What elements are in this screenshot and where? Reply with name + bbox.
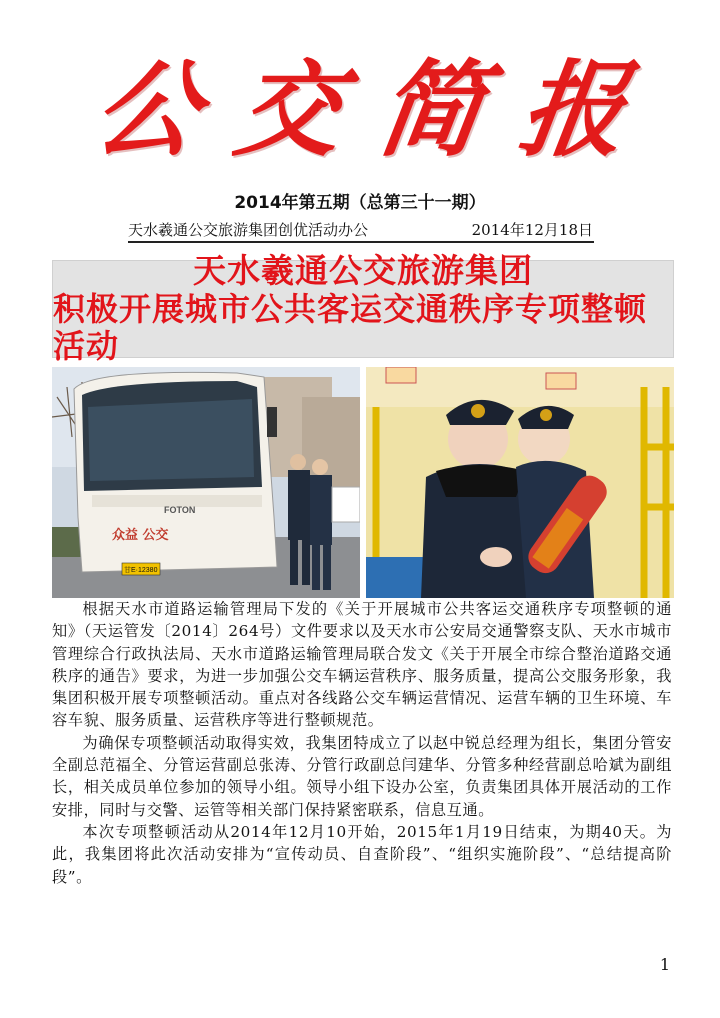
paragraph: 本次专项整顿活动从2014年12月10开始，2015年1月19日结束，为期40天。为此，我集团将此次活动安排为“宣传动员、自查阶段”、“组织实施阶段”、“总结提高阶段”。 bbox=[52, 822, 672, 886]
headline-line1: 天水羲通公交旅游集团 bbox=[193, 250, 533, 290]
publisher-row bbox=[128, 219, 593, 240]
bus-slogan-text: 众益 公交 bbox=[112, 528, 169, 543]
photo-extinguisher-check bbox=[366, 367, 674, 598]
masthead bbox=[0, 40, 720, 180]
article-body bbox=[52, 598, 672, 888]
issue-label: 2014年第五期（总第三十一期） bbox=[234, 193, 486, 213]
headline-line2: 积极开展城市公共客运交通秩序专项整顿活动 bbox=[53, 289, 648, 366]
headline-banner bbox=[52, 250, 674, 366]
bus-brand-text: FOTON bbox=[164, 505, 196, 515]
bus-plate-text: 甘E·12380 bbox=[124, 567, 158, 574]
masthead-title: 公交简报 bbox=[86, 48, 672, 171]
paragraph: 根据天水市道路运输管理局下发的《关于开展城市公共客运交通秩序专项整顿的通知》（天运管发〔2014〕264号）文件要求以及天水市公安局交通警察支队、天水市城市管理综合行政执法局、天水市道路运输管理局联合发文《关于开展全市综合整治道路交通秩序的通告》要求，为进一步加强公交车辆运营秩序、服务质量，提高公交服务形象，我集团积极开展专项整顿活动。重点对各线路公交车辆运营情况、运营车辆的卫生环境、车容车貌、服务质量、运营秩序等进行整顿规范。 bbox=[52, 600, 672, 730]
header-rule bbox=[128, 241, 594, 243]
publisher-org: 天水羲通公交旅游集团创优活动办公 bbox=[128, 221, 369, 239]
photo-bus-inspection bbox=[52, 367, 360, 598]
publisher-date: 2014年12月18日 bbox=[471, 221, 593, 239]
page-number: 1 bbox=[659, 955, 670, 974]
paragraph: 为确保专项整顿活动取得实效，我集团特成立了以赵中锐总经理为组长，集团分管安全副总范福全、分管运营副总张涛、分管行政副总闫建华、分管多种经营副总哈斌为副组长，相关成员单位参加的领导小组。领导小组下设办公室，负责集团具体开展活动的工作安排，同时与交警、运管等相关部门保持紧密联系，信息互通。 bbox=[52, 733, 672, 819]
